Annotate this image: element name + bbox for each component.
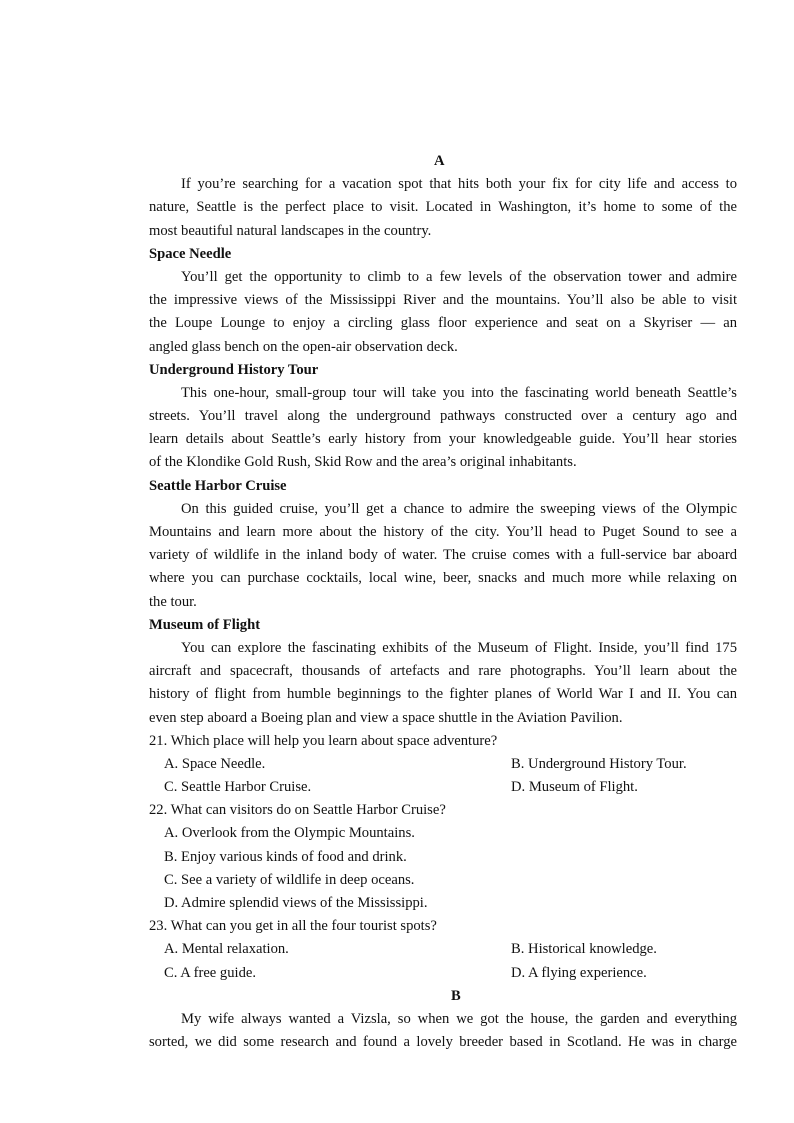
paragraph-line: the impressive views of the Mississippi River and the mountains. You’ll also be able to visit <box>149 292 737 309</box>
option-d: D. Museum of Flight. <box>511 779 638 796</box>
paragraph-line: even step aboard a Boeing plan and view a space shuttle in the Aviation Pavilion. <box>149 709 623 726</box>
paragraph-line: nature, Seattle is the perfect place to visit. Located in Washington, it’s home to some of the <box>149 199 737 216</box>
question-stem: 23. What can you get in all the four tourist spots? <box>149 918 437 935</box>
question-22 <box>149 799 737 915</box>
option-a: A. Overlook from the Olympic Mountains. <box>164 825 415 842</box>
place-space-needle <box>149 243 737 359</box>
option-c: C. Seattle Harbor Cruise. <box>164 779 312 796</box>
options-row <box>149 962 737 985</box>
place-museum-of-flight <box>149 614 737 730</box>
place-title: Underground History Tour <box>149 361 319 378</box>
question-23 <box>149 915 737 985</box>
paragraph-line: streets. You’ll travel along the underground pathways constructed over a century ago and <box>149 408 737 425</box>
paragraph-line: learn details about Seattle’s early history from your knowledgeable guide. You’ll hear stories <box>149 431 737 448</box>
place-seattle-harbor-cruise <box>149 475 737 614</box>
place-title: Museum of Flight <box>149 616 261 633</box>
paragraph-line: You can explore the fascinating exhibits of the Museum of Flight. Inside, you’ll find 175 <box>181 639 737 656</box>
section-b-paragraph <box>149 1008 737 1054</box>
exam-page <box>149 150 737 1054</box>
section-a-heading: A <box>434 153 445 169</box>
paragraph-line: You’ll get the opportunity to climb to a few levels of the observation tower and admire <box>181 268 737 285</box>
paragraph-line: of the Klondike Gold Rush, Skid Row and the area’s original inhabitants. <box>149 454 577 471</box>
paragraph-line: aircraft and spacecraft, thousands of artefacts and rare photographs. You’ll learn about the <box>149 663 737 680</box>
option-d: D. A flying experience. <box>511 964 647 981</box>
options-row <box>149 776 737 799</box>
options-row <box>149 753 737 776</box>
option-a: A. Mental relaxation. <box>164 941 289 958</box>
place-title: Space Needle <box>149 245 232 262</box>
paragraph-line: If you’re searching for a vacation spot that hits both your fix for city life and access to <box>181 176 737 193</box>
paragraph-line: My wife always wanted a Vizsla, so when we got the house, the garden and everything <box>181 1010 737 1027</box>
section-b-heading: B <box>451 987 461 1004</box>
paragraph-line: Mountains and learn more about the history of the city. You’ll head to Puget Sound to see a <box>149 524 737 540</box>
option-b: B. Historical knowledge. <box>511 941 657 958</box>
paragraph-line: the tour. <box>149 593 197 610</box>
paragraph-line: variety of wildlife in the inland body of water. The cruise comes with a full-service bar aboard <box>149 547 737 564</box>
paragraph-line: angled glass bench on the open-air observation deck. <box>149 338 458 355</box>
question-stem: 22. What can visitors do on Seattle Harbor Cruise? <box>149 802 446 819</box>
paragraph-line: history of flight from humble beginnings to the fighter planes of World War I and II. You can <box>149 686 737 703</box>
intro-paragraph <box>149 173 737 243</box>
paragraph-line: where you can purchase cocktails, local wine, beer, snacks and much more while relaxing on <box>149 570 737 587</box>
option-b: B. Enjoy various kinds of food and drink. <box>164 848 407 865</box>
option-d: D. Admire splendid views of the Mississippi. <box>164 895 428 911</box>
place-underground-history-tour <box>149 359 737 475</box>
options-row <box>149 938 737 961</box>
option-c: C. See a variety of wildlife in deep oceans. <box>164 871 415 888</box>
paragraph-line: most beautiful natural landscapes in the country. <box>149 222 432 239</box>
question-21 <box>149 730 737 800</box>
paragraph-line: the Loupe Lounge to enjoy a circling glass floor experience and seat on a Skyriser — an <box>149 315 737 332</box>
place-title: Seattle Harbor Cruise <box>149 477 287 494</box>
question-stem: 21. Which place will help you learn about space adventure? <box>149 732 498 749</box>
option-b: B. Underground History Tour. <box>511 755 687 772</box>
option-c: C. A free guide. <box>164 964 257 981</box>
option-a: A. Space Needle. <box>164 755 266 772</box>
paragraph-line: sorted, we did some research and found a lovely breeder based in Scotland. He was in charge <box>149 1034 737 1051</box>
paragraph-line: On this guided cruise, you’ll get a chance to admire the sweeping views of the Olympic <box>181 500 737 517</box>
paragraph-line: This one-hour, small-group tour will take you into the fascinating world beneath Seattle’s <box>181 384 737 401</box>
